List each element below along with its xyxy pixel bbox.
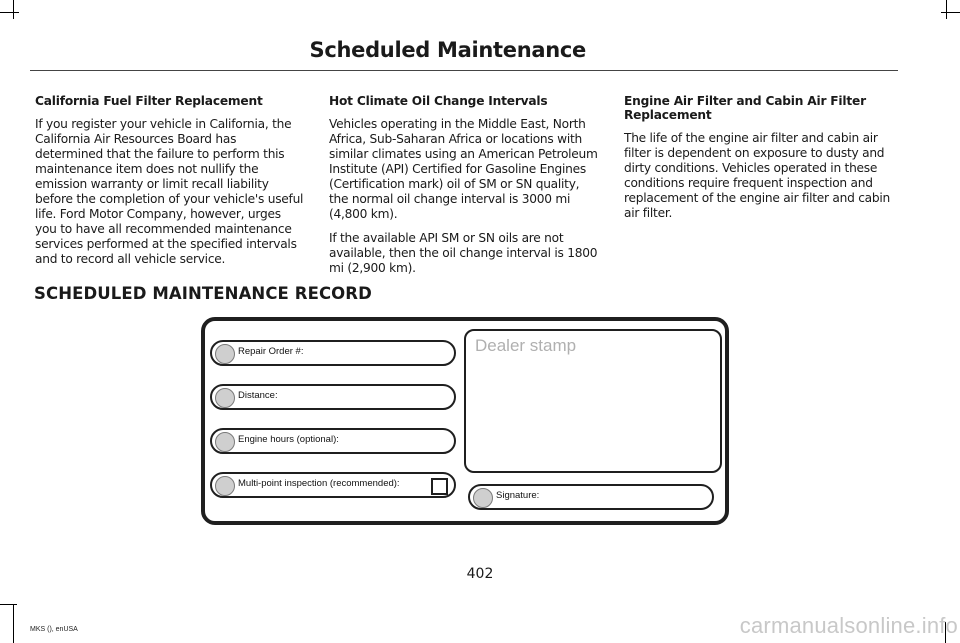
section-title: SCHEDULED MAINTENANCE RECORD <box>34 284 372 303</box>
crop-mark-top-left-h <box>0 12 19 13</box>
dealer-stamp-box <box>464 329 722 473</box>
heading-oil-change: Hot Climate Oil Change Intervals <box>329 94 548 108</box>
document-id: MKS (), enUSA <box>30 626 78 633</box>
dealer-stamp-label: Dealer stamp <box>475 336 577 355</box>
crop-mark-top-right-v <box>946 0 947 19</box>
engine-hours-field[interactable] <box>210 428 456 454</box>
crop-mark-bottom-left-h <box>0 604 17 605</box>
repair-order-field[interactable] <box>210 340 456 366</box>
crop-mark-top-right-h <box>941 12 960 13</box>
inspection-checkbox[interactable] <box>431 478 448 495</box>
bullet-circle-icon <box>473 488 493 508</box>
paragraph-air-filter: The life of the engine air filter and cabin air filter is dependent on exposure to dusty and dirty conditions. Vehicles operated in these conditions require frequent inspection and replacement of the engine air filter and cabin air filter. <box>624 131 890 220</box>
engine-hours-label: Engine hours (optional): <box>238 434 339 445</box>
distance-field[interactable] <box>210 384 456 410</box>
signature-label: Signature: <box>496 490 540 501</box>
heading-air-filter: Engine Air Filter and Cabin Air Filter Replacement <box>624 94 866 122</box>
multipoint-inspection-field[interactable] <box>210 472 456 498</box>
distance-label: Distance: <box>238 390 278 401</box>
multipoint-inspection-label: Multi-point inspection (recommended): <box>238 478 400 489</box>
paragraph-fuel-filter: If you register your vehicle in California, the California Air Resources Board has determined that the failure to perform this maintenance item does not nullify the emission warranty or limit recall liability before the completion of your vehicle's useful life. Ford Motor Company, however, urges you to have all recommended maintenance services performed at the specified intervals and to record all vehicle service. <box>35 117 304 266</box>
paragraph-oil-change-1: Vehicles operating in the Middle East, North Africa, Sub-Saharan Africa or locations with similar climates using an American Petroleum Institute (API) Certified for Gasoline Engines (Certification mark) oil of SM or SN quality, the normal oil change interval is 3000 mi (4,800 km). <box>329 117 598 221</box>
repair-order-label: Repair Order #: <box>238 346 304 357</box>
header-divider <box>30 70 898 71</box>
column-air-filter <box>624 94 894 230</box>
bullet-circle-icon <box>215 476 235 496</box>
bullet-circle-icon <box>215 344 235 364</box>
page-title: Scheduled Maintenance <box>309 38 586 62</box>
bullet-circle-icon <box>215 432 235 452</box>
crop-mark-bottom-left-v <box>13 604 14 643</box>
bullet-circle-icon <box>215 388 235 408</box>
crop-mark-top-left-v <box>13 0 14 19</box>
heading-fuel-filter: California Fuel Filter Replacement <box>35 94 263 108</box>
page-number: 402 <box>466 566 494 582</box>
maintenance-record-card <box>201 317 729 525</box>
watermark: carmanualsonline.info <box>739 613 958 638</box>
column-oil-change <box>329 94 599 285</box>
paragraph-oil-change-2: If the available API SM or SN oils are not available, then the oil change interval is 1800 mi (2,900 km). <box>329 231 598 275</box>
column-fuel-filter <box>35 94 305 276</box>
signature-field[interactable] <box>468 484 714 510</box>
